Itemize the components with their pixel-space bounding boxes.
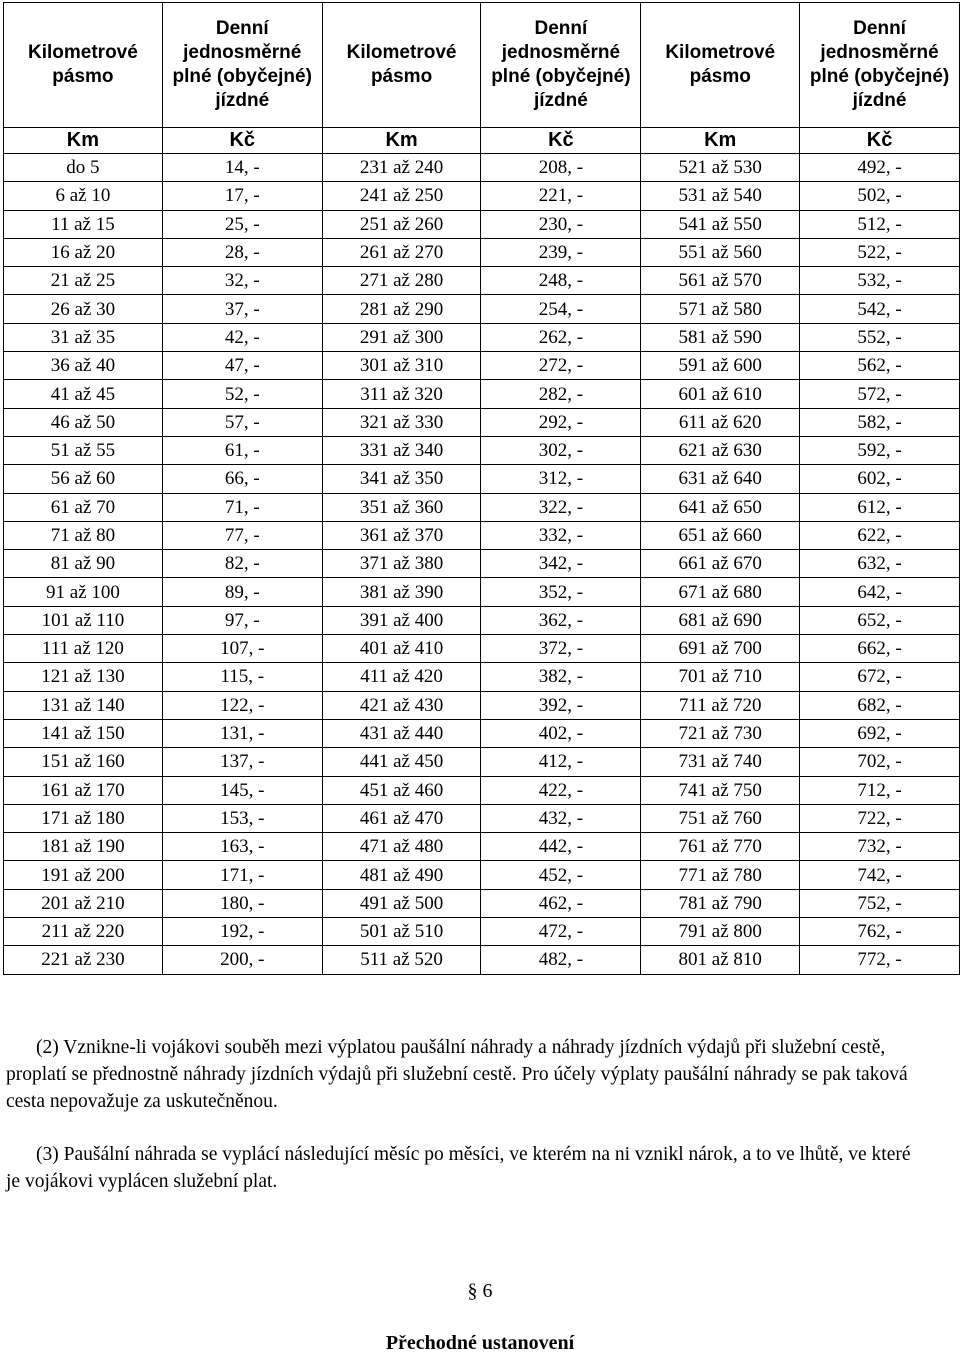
- table-header-row: [4, 3, 960, 128]
- fare-cell: 712, -: [800, 776, 960, 804]
- fare-cell: 57, -: [162, 408, 322, 436]
- fare-cell: 502, -: [800, 182, 960, 210]
- fare-cell: 472, -: [481, 918, 641, 946]
- fare-cell: 422, -: [481, 776, 641, 804]
- km-range-cell: 341 až 350: [322, 465, 481, 493]
- fare-cell: 642, -: [800, 578, 960, 606]
- fare-cell: 71, -: [162, 493, 322, 521]
- km-range-cell: 171 až 180: [4, 804, 163, 832]
- km-range-cell: 121 až 130: [4, 663, 163, 691]
- fare-cell: 392, -: [481, 691, 641, 719]
- fare-cell: 762, -: [800, 918, 960, 946]
- header-cell: Kilometrové pásmo: [641, 3, 800, 128]
- km-range-cell: 11 až 15: [4, 210, 163, 238]
- km-range-cell: 191 až 200: [4, 861, 163, 889]
- km-range-cell: 91 až 100: [4, 578, 163, 606]
- fare-cell: 722, -: [800, 804, 960, 832]
- km-range-cell: 741 až 750: [641, 776, 800, 804]
- km-range-cell: 321 až 330: [322, 408, 481, 436]
- km-range-cell: 271 až 280: [322, 267, 481, 295]
- table-row: [4, 861, 960, 889]
- fare-cell: 442, -: [481, 833, 641, 861]
- table-row: [4, 748, 960, 776]
- table-row: [4, 465, 960, 493]
- fare-cell: 163, -: [162, 833, 322, 861]
- fare-cell: 28, -: [162, 238, 322, 266]
- fare-cell: 82, -: [162, 550, 322, 578]
- km-range-cell: 481 až 490: [322, 861, 481, 889]
- fare-cell: 230, -: [481, 210, 641, 238]
- km-range-cell: 6 až 10: [4, 182, 163, 210]
- paragraph-2: [6, 1034, 926, 1115]
- fare-cell: 632, -: [800, 550, 960, 578]
- paragraph-3: [6, 1141, 926, 1195]
- table-row: [4, 804, 960, 832]
- km-range-cell: 711 až 720: [641, 691, 800, 719]
- fare-cell: 462, -: [481, 889, 641, 917]
- km-range-cell: 361 až 370: [322, 521, 481, 549]
- fare-cell: 662, -: [800, 635, 960, 663]
- fare-cell: 672, -: [800, 663, 960, 691]
- fare-cell: 192, -: [162, 918, 322, 946]
- km-range-cell: 201 až 210: [4, 889, 163, 917]
- km-range-cell: 56 až 60: [4, 465, 163, 493]
- fare-cell: 702, -: [800, 748, 960, 776]
- fare-cell: 47, -: [162, 352, 322, 380]
- km-range-cell: 471 až 480: [322, 833, 481, 861]
- fare-cell: 452, -: [481, 861, 641, 889]
- fare-cell: 239, -: [481, 238, 641, 266]
- fare-cell: 171, -: [162, 861, 322, 889]
- km-range-cell: 31 až 35: [4, 323, 163, 351]
- fare-cell: 382, -: [481, 663, 641, 691]
- fare-cell: 107, -: [162, 635, 322, 663]
- unit-cell: Km: [4, 128, 163, 154]
- table-row: [4, 719, 960, 747]
- km-range-cell: 26 až 30: [4, 295, 163, 323]
- fare-cell: 37, -: [162, 295, 322, 323]
- km-range-cell: 441 až 450: [322, 748, 481, 776]
- km-range-cell: 351 až 360: [322, 493, 481, 521]
- paragraph-2-text: (2) Vznikne-li vojákovi souběh mezi výplatou paušální náhrady a náhrady jízdních výdajů při služební cestě, proplatí se přednostně náhrady jízdních výdajů při služební cestě. Pro účely výplaty paušální náhrady se pak taková cesta nepovažuje za uskutečněnou.: [6, 1037, 908, 1112]
- km-range-cell: 651 až 660: [641, 521, 800, 549]
- fare-cell: 312, -: [481, 465, 641, 493]
- km-range-cell: 301 až 310: [322, 352, 481, 380]
- km-range-cell: 51 až 55: [4, 436, 163, 464]
- fare-cell: 221, -: [481, 182, 641, 210]
- km-range-cell: 101 až 110: [4, 606, 163, 634]
- table-row: [4, 635, 960, 663]
- paragraph-3-text: (3) Paušální náhrada se vyplácí následující měsíc po měsíci, ve kterém na ni vznikl nárok, a to ve lhůtě, ve které je vojákovi vyplácen služební plat.: [6, 1144, 911, 1192]
- km-range-cell: 411 až 420: [322, 663, 481, 691]
- km-range-cell: 71 až 80: [4, 521, 163, 549]
- fare-cell: 52, -: [162, 380, 322, 408]
- table-row: [4, 154, 960, 182]
- fare-cell: 522, -: [800, 238, 960, 266]
- km-range-cell: 511 až 520: [322, 946, 481, 974]
- table-row: [4, 833, 960, 861]
- fare-cell: 732, -: [800, 833, 960, 861]
- km-range-cell: 431 až 440: [322, 719, 481, 747]
- km-range-cell: 641 až 650: [641, 493, 800, 521]
- km-range-cell: 731 až 740: [641, 748, 800, 776]
- fare-cell: 115, -: [162, 663, 322, 691]
- km-range-cell: 36 až 40: [4, 352, 163, 380]
- table-row: [4, 380, 960, 408]
- fare-cell: 153, -: [162, 804, 322, 832]
- km-range-cell: 531 až 540: [641, 182, 800, 210]
- fare-cell: 122, -: [162, 691, 322, 719]
- table-row: [4, 578, 960, 606]
- fare-cell: 352, -: [481, 578, 641, 606]
- header-cell: Kilometrové pásmo: [4, 3, 163, 128]
- km-range-cell: 461 až 470: [322, 804, 481, 832]
- fare-cell: 42, -: [162, 323, 322, 351]
- km-range-cell: do 5: [4, 154, 163, 182]
- km-range-cell: 561 až 570: [641, 267, 800, 295]
- km-range-cell: 111 až 120: [4, 635, 163, 663]
- fare-cell: 652, -: [800, 606, 960, 634]
- fare-cell: 682, -: [800, 691, 960, 719]
- fare-cell: 592, -: [800, 436, 960, 464]
- fare-cell: 532, -: [800, 267, 960, 295]
- fare-cell: 208, -: [481, 154, 641, 182]
- fare-cell: 562, -: [800, 352, 960, 380]
- fare-cell: 89, -: [162, 578, 322, 606]
- fare-cell: 622, -: [800, 521, 960, 549]
- km-range-cell: 221 až 230: [4, 946, 163, 974]
- table-row: [4, 267, 960, 295]
- table-row: [4, 436, 960, 464]
- km-range-cell: 631 až 640: [641, 465, 800, 493]
- table-row: [4, 408, 960, 436]
- fare-cell: 66, -: [162, 465, 322, 493]
- fare-cell: 77, -: [162, 521, 322, 549]
- fare-cell: 692, -: [800, 719, 960, 747]
- km-range-cell: 371 až 380: [322, 550, 481, 578]
- fare-cell: 322, -: [481, 493, 641, 521]
- table-row: [4, 918, 960, 946]
- km-range-cell: 781 až 790: [641, 889, 800, 917]
- unit-cell: Kč: [800, 128, 960, 154]
- km-range-cell: 491 až 500: [322, 889, 481, 917]
- unit-cell: Kč: [162, 128, 322, 154]
- fare-cell: 362, -: [481, 606, 641, 634]
- km-range-cell: 261 až 270: [322, 238, 481, 266]
- fare-cell: 180, -: [162, 889, 322, 917]
- fare-cell: 25, -: [162, 210, 322, 238]
- header-cell: Denní jednosměrné plné (obyčejné) jízdné: [481, 3, 641, 128]
- km-range-cell: 581 až 590: [641, 323, 800, 351]
- fare-cell: 582, -: [800, 408, 960, 436]
- km-range-cell: 231 až 240: [322, 154, 481, 182]
- fare-cell: 482, -: [481, 946, 641, 974]
- km-range-cell: 621 až 630: [641, 436, 800, 464]
- km-range-cell: 16 až 20: [4, 238, 163, 266]
- km-range-cell: 791 až 800: [641, 918, 800, 946]
- km-range-cell: 381 až 390: [322, 578, 481, 606]
- km-range-cell: 551 až 560: [641, 238, 800, 266]
- table-row: [4, 776, 960, 804]
- fare-cell: 292, -: [481, 408, 641, 436]
- fare-cell: 200, -: [162, 946, 322, 974]
- fare-cell: 332, -: [481, 521, 641, 549]
- fare-cell: 32, -: [162, 267, 322, 295]
- fare-cell: 542, -: [800, 295, 960, 323]
- fare-cell: 402, -: [481, 719, 641, 747]
- fare-cell: 552, -: [800, 323, 960, 351]
- km-range-cell: 801 až 810: [641, 946, 800, 974]
- fare-cell: 262, -: [481, 323, 641, 351]
- km-range-cell: 611 až 620: [641, 408, 800, 436]
- table-row: [4, 323, 960, 351]
- fare-cell: 342, -: [481, 550, 641, 578]
- km-range-cell: 521 až 530: [641, 154, 800, 182]
- km-range-cell: 591 až 600: [641, 352, 800, 380]
- table-row: [4, 889, 960, 917]
- fare-cell: 302, -: [481, 436, 641, 464]
- unit-cell: Kč: [481, 128, 641, 154]
- fare-cell: 492, -: [800, 154, 960, 182]
- km-range-cell: 751 až 760: [641, 804, 800, 832]
- km-range-cell: 571 až 580: [641, 295, 800, 323]
- unit-cell: Km: [641, 128, 800, 154]
- header-cell: Denní jednosměrné plné (obyčejné) jízdné: [800, 3, 960, 128]
- km-range-cell: 41 až 45: [4, 380, 163, 408]
- km-range-cell: 151 až 160: [4, 748, 163, 776]
- km-range-cell: 311 až 320: [322, 380, 481, 408]
- fare-cell: 432, -: [481, 804, 641, 832]
- km-range-cell: 131 až 140: [4, 691, 163, 719]
- fare-cell: 254, -: [481, 295, 641, 323]
- table-row: [4, 550, 960, 578]
- km-range-cell: 401 až 410: [322, 635, 481, 663]
- section-title: Přechodné ustanovení: [385, 1332, 575, 1354]
- km-range-cell: 211 až 220: [4, 918, 163, 946]
- fare-cell: 412, -: [481, 748, 641, 776]
- km-range-cell: 701 až 710: [641, 663, 800, 691]
- km-range-cell: 761 až 770: [641, 833, 800, 861]
- km-range-cell: 501 až 510: [322, 918, 481, 946]
- fare-cell: 572, -: [800, 380, 960, 408]
- km-range-cell: 241 až 250: [322, 182, 481, 210]
- km-range-cell: 61 až 70: [4, 493, 163, 521]
- fare-cell: 742, -: [800, 861, 960, 889]
- km-range-cell: 181 až 190: [4, 833, 163, 861]
- km-range-cell: 251 až 260: [322, 210, 481, 238]
- km-range-cell: 291 až 300: [322, 323, 481, 351]
- table-row: [4, 606, 960, 634]
- km-range-cell: 281 až 290: [322, 295, 481, 323]
- fare-cell: 602, -: [800, 465, 960, 493]
- fare-cell: 97, -: [162, 606, 322, 634]
- km-range-cell: 771 až 780: [641, 861, 800, 889]
- km-range-cell: 661 až 670: [641, 550, 800, 578]
- km-range-cell: 601 až 610: [641, 380, 800, 408]
- table-row: [4, 946, 960, 974]
- fare-cell: 372, -: [481, 635, 641, 663]
- unit-cell: Km: [322, 128, 481, 154]
- km-range-cell: 681 až 690: [641, 606, 800, 634]
- table-row: [4, 691, 960, 719]
- fare-cell: 137, -: [162, 748, 322, 776]
- table-row: [4, 493, 960, 521]
- header-cell: Denní jednosměrné plné (obyčejné) jízdné: [162, 3, 322, 128]
- fare-cell: 145, -: [162, 776, 322, 804]
- km-range-cell: 691 až 700: [641, 635, 800, 663]
- fare-cell: 272, -: [481, 352, 641, 380]
- fare-cell: 612, -: [800, 493, 960, 521]
- fare-cell: 512, -: [800, 210, 960, 238]
- header-cell: Kilometrové pásmo: [322, 3, 481, 128]
- km-range-cell: 421 až 430: [322, 691, 481, 719]
- km-range-cell: 451 až 460: [322, 776, 481, 804]
- table-row: [4, 238, 960, 266]
- table-row: [4, 521, 960, 549]
- table-units-row: [4, 128, 960, 154]
- table-row: [4, 295, 960, 323]
- km-range-cell: 541 až 550: [641, 210, 800, 238]
- fare-cell: 248, -: [481, 267, 641, 295]
- km-range-cell: 721 až 730: [641, 719, 800, 747]
- fare-cell: 14, -: [162, 154, 322, 182]
- section-number: § 6: [467, 1280, 493, 1302]
- km-range-cell: 21 až 25: [4, 267, 163, 295]
- table-row: [4, 182, 960, 210]
- fare-cell: 61, -: [162, 436, 322, 464]
- table-row: [4, 210, 960, 238]
- km-range-cell: 671 až 680: [641, 578, 800, 606]
- fare-table: [3, 2, 960, 975]
- fare-cell: 752, -: [800, 889, 960, 917]
- table-row: [4, 663, 960, 691]
- km-range-cell: 161 až 170: [4, 776, 163, 804]
- fare-table-body: [4, 3, 960, 975]
- fare-cell: 282, -: [481, 380, 641, 408]
- km-range-cell: 391 až 400: [322, 606, 481, 634]
- km-range-cell: 81 až 90: [4, 550, 163, 578]
- fare-cell: 131, -: [162, 719, 322, 747]
- km-range-cell: 141 až 150: [4, 719, 163, 747]
- km-range-cell: 331 až 340: [322, 436, 481, 464]
- fare-cell: 17, -: [162, 182, 322, 210]
- fare-cell: 772, -: [800, 946, 960, 974]
- table-row: [4, 352, 960, 380]
- km-range-cell: 46 až 50: [4, 408, 163, 436]
